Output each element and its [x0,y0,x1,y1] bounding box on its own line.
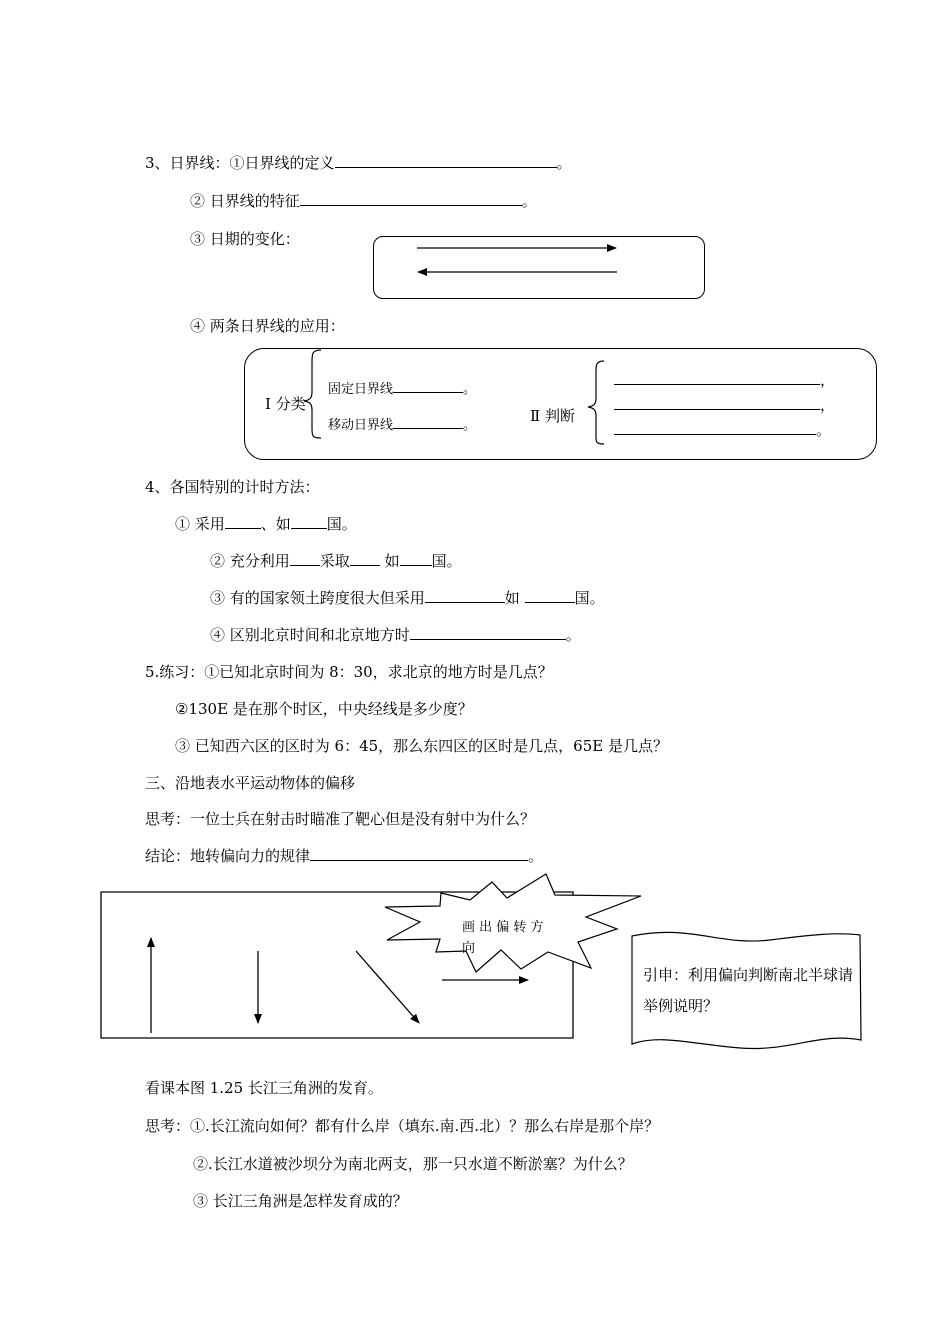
judge-brace [588,361,604,444]
item4-label: ④ 区别北京时间和北京地方时 [210,626,410,644]
exercise-q1: 5.练习：①已知北京时间为 8：30，求北京的地方时是几点？ [145,663,553,681]
sec3-period: 。 [556,154,572,172]
item3-label: ③ 有的国家领土跨度很大但采用 [210,589,425,607]
item1-end: 国。 [326,515,357,533]
judge-comma-1: ， [820,371,836,389]
extend-text-content: 引申：利用偏向判断南北半球请举例说明？ [643,966,854,1015]
item2-label: ② 充分利用 [210,552,290,570]
item1-mid: 、如 [260,515,291,533]
judge-period-3: 。 [816,421,832,439]
yangtze-q2: ②.长江水道被沙坝分为南北两支，那一只水道不断淤塞？为什么？ [193,1155,633,1173]
classify-brace [304,350,321,438]
star-text-content: 画 出 偏 转 方 向 [462,920,544,956]
judge-comma-2: ， [820,396,836,414]
yangtze-q1: 思考：①.长江流向如何？都有什么岸（填东.南.西.北）？那么右岸是那个岸？ [145,1117,660,1135]
sec3-title: 3、日界线：①日界线的定义 [145,154,335,172]
item3-end: 国。 [574,589,605,607]
date-change-label: ③ 日期的变化： [190,230,300,248]
judge-label: Ⅱ 判断 [530,407,575,425]
yangtze-q3: ③ 长江三角洲是怎样发育成的？ [193,1192,408,1210]
exercise-q3: ③ 已知西六区的区时为 6：45，那么东四区的区时是几点，65E 是几点？ [175,737,668,755]
item2-end: 国。 [431,552,462,570]
classify-label: Ⅰ 分类 [265,395,306,413]
conclusion-period: 。 [528,847,544,865]
conclusion-label: 结论：地转偏向力的规律 [145,847,311,865]
moving-line-label: 移动日界线 [328,418,394,433]
part3-think: 思考：一位士兵在射击时瞄准了靶心但是没有射中为什么？ [145,810,536,828]
star-text [462,917,548,959]
item2-mid: 采取 [319,552,350,570]
sec4-title: 4、各国特别的计时方法： [145,478,320,496]
fixed-line-period: 。 [463,382,477,397]
item1-label: ① 采用 [175,515,225,533]
fixed-line-label: 固定日界线 [328,382,394,397]
extend-text [643,960,853,1022]
feature-period: 。 [521,192,537,210]
arrow-southeast [356,951,419,1023]
feature-label: ② 日界线的特征 [190,192,300,210]
yangtze-intro: 看课本图 1.25 长江三角洲的发育。 [145,1079,383,1097]
part3-heading: 三、沿地表水平运动物体的偏移 [145,774,356,792]
item2-mid2: 如 [379,552,400,570]
item4-end: 。 [565,626,581,644]
application-label: ④ 两条日界线的应用： [190,317,345,335]
item3-mid: 如 [504,589,525,607]
moving-line-period: 。 [463,418,477,433]
exercise-q2: ②130E 是在那个时区，中央经线是多少度？ [175,700,473,718]
